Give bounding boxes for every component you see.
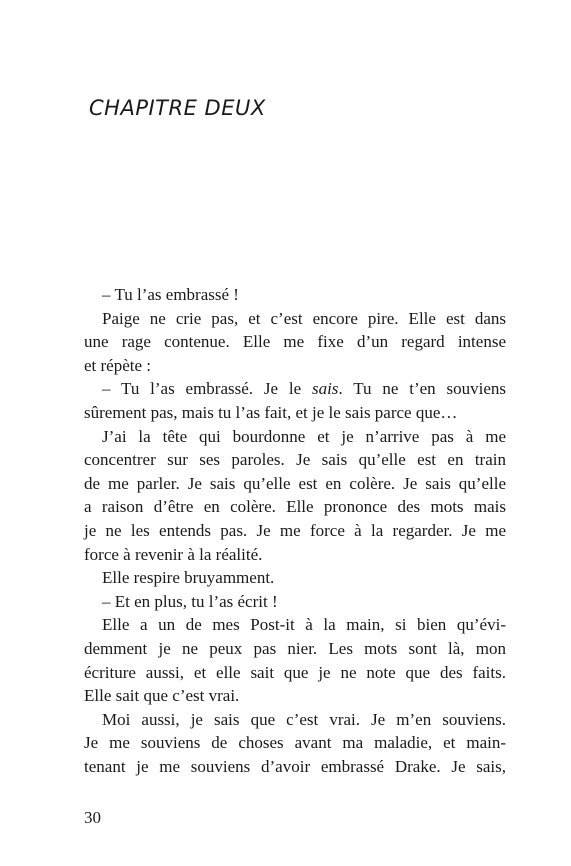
text-line: écriture aussi, et elle sait que je ne note que des faits. xyxy=(84,662,506,682)
text-line: une rage contenue. Elle me fixe d’un regard intense xyxy=(84,332,506,352)
text-segment: . Tu ne t’en souviens xyxy=(338,379,506,399)
text-line: force à revenir à la réalité. xyxy=(84,544,263,564)
body-text xyxy=(84,283,506,778)
chapter-title: CHAPITRE DEUX xyxy=(89,96,266,120)
text-line: – Tu l’as embrassé ! xyxy=(102,285,239,304)
emphasized-word: sais xyxy=(311,379,339,399)
text-segment: – Tu l’as embrassé. Je le xyxy=(102,379,312,399)
text-line: demment je ne peux pas nier. Les mots sont là, mon xyxy=(84,638,506,658)
text-line: Elle a un de mes Post-it à la main, si bien qu’évi- xyxy=(102,615,506,635)
text-line: Elle sait que c’est vrai. xyxy=(84,686,240,706)
text-line: et répète : xyxy=(84,355,152,375)
text-line: Je me souviens de choses avant ma maladie, et main- xyxy=(84,733,506,753)
text-line: de me parler. Je sais qu’elle est en colère. Je sais qu’elle xyxy=(84,473,506,493)
text-line: je ne les entends pas. Je me force à la regarder. Je me xyxy=(84,520,506,540)
text-line: a raison d’être en colère. Elle prononce des mots mais xyxy=(84,497,506,517)
text-line: J’ai la tête qui bourdonne et je n’arrive pas à me xyxy=(102,426,506,446)
text-line: sûrement pas, mais tu l’as fait, et je le sais parce que… xyxy=(84,402,458,422)
text-line: Paige ne crie pas, et c’est encore pire. Elle est dans xyxy=(102,308,506,328)
text-line: tenant je me souviens d’avoir embrassé Drake. Je sais, xyxy=(84,756,506,776)
text-line xyxy=(84,377,506,401)
text-line: – Et en plus, tu l’as écrit ! xyxy=(102,591,278,611)
text-line: concentrer sur ses paroles. Je sais qu’elle est en train xyxy=(84,450,506,470)
text-line: Elle respire bruyamment. xyxy=(102,568,275,588)
text-line: Moi aussi, je sais que c’est vrai. Je m’en souviens. xyxy=(102,709,506,729)
page-number: 30 xyxy=(84,808,101,827)
